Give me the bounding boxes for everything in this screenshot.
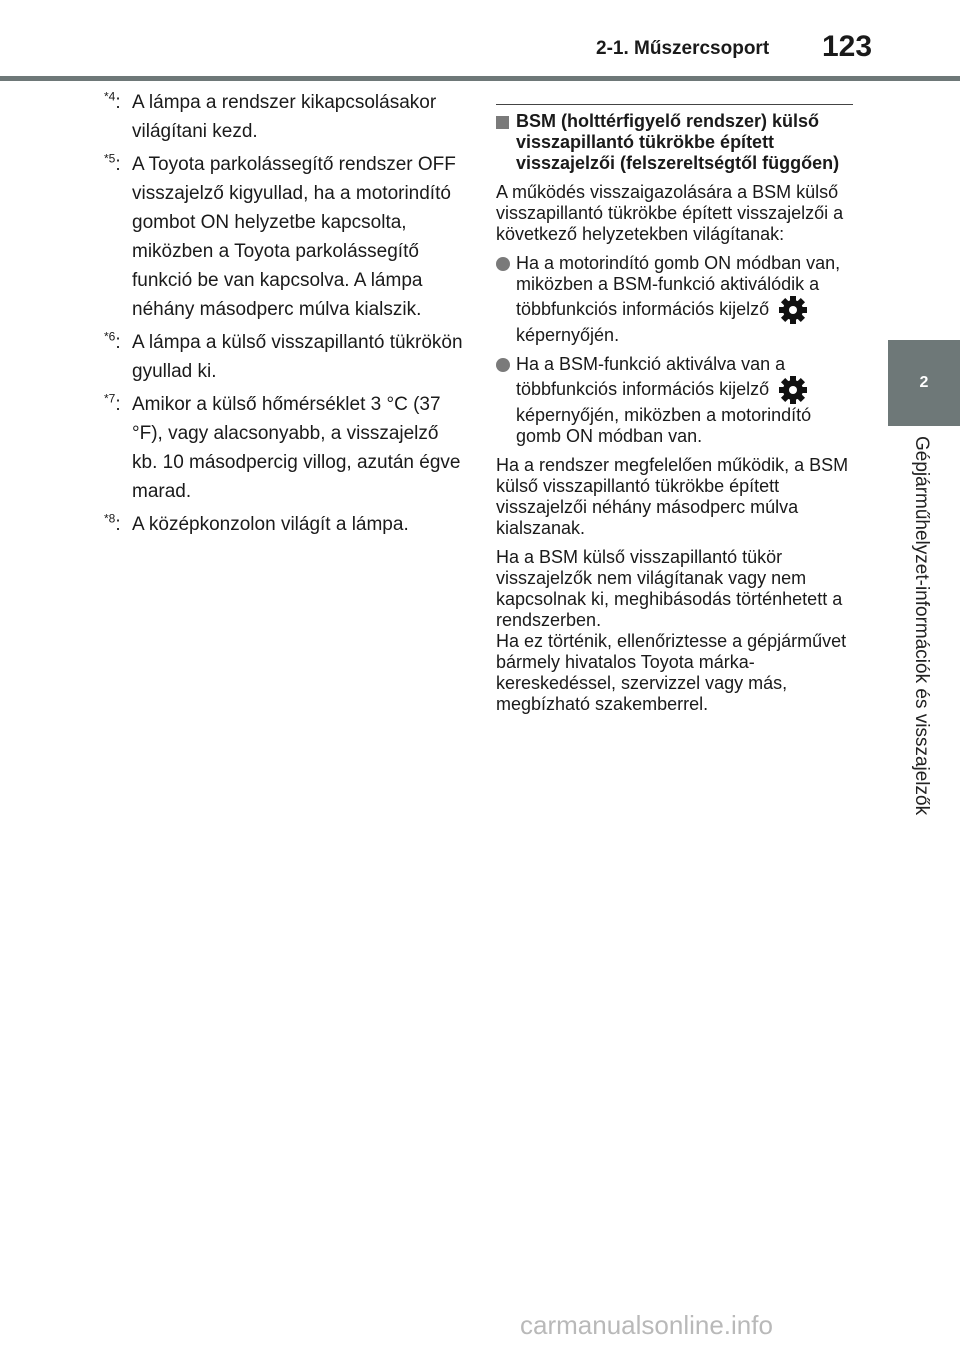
footnote-8 (104, 510, 464, 539)
footnote-text: A lámpa a rendszer kikapcsolásakor világítani kezd. (132, 92, 437, 142)
square-bullet-icon (496, 116, 509, 129)
intro-paragraph: A működés visszaigazolására a BSM külső visszapillantó tükrökbe épített visszajelzői a következő helyzetekben világítanak: (496, 182, 844, 244)
footnote-6 (104, 328, 464, 386)
bullet-text-after: képernyőjén. (516, 325, 620, 345)
bullet-text-after: képernyőjén, miközben a motorindító gomb ON módban van. (516, 405, 812, 446)
gear-icon (778, 295, 808, 325)
section-heading-text: BSM (holttérfigyelő rendszer) külső visszapillantó tükrökbe épített visszajelzői (felszereltségtől függően) (516, 111, 840, 173)
header-rule (0, 76, 960, 81)
footnote-text: Amikor a külső hőmérséklet 3 °C (37 °F), vagy alacsonyabb, a visszajelző kb. 10 másodpercig villog, azután égve marad. (132, 394, 461, 502)
footnote-text: A lámpa a külső visszapillantó tükrökön gyullad ki. (132, 332, 463, 382)
running-header-title: 2-1. Műszercsoport (596, 38, 770, 59)
footnote-mark: $^{*4}$: (104, 89, 121, 113)
gear-icon (778, 375, 808, 405)
paragraph-3b: Ha ez történik, ellenőriztesse a gépjárművet bármely hivatalos Toyota márkakereskedéssel, szervizzel vagy más, megbízható szakemberrel. (496, 631, 847, 714)
footnote-mark: $^{*5}$: (104, 151, 121, 175)
bsm-section (496, 104, 853, 715)
footnote-4 (104, 88, 464, 146)
paragraph-2: Ha a rendszer megfelelően működik, a BSM külső visszapillantó tükrökbe épített visszajelzői néhány másodperc múlva kialszanak. (496, 455, 849, 538)
footnote-mark: $^{*7}$: (104, 391, 121, 415)
footnote-mark-text: *7 (104, 391, 116, 406)
chapter-tab-label: Gépjárműhelyzet-információk és visszajelzők (911, 436, 932, 816)
footnote-text: A Toyota parkolássegítő rendszer OFF visszajelző kigyullad, ha a motorindító gombot ON helyzetbe kapcsolta, miközben a Toyota parkolássegítő funkció be van kapcsolva. A lámpa néhány másodperc múlva kialszik. (132, 154, 456, 320)
section-heading (496, 111, 853, 174)
footnote-mark-text: *8 (104, 511, 116, 526)
circle-bullet-icon (496, 257, 510, 271)
bullet-text-before: Ha a motorindító gomb ON módban van, miközben a BSM-funkció aktiválódik a többfunkciós információs kijelző (516, 253, 841, 319)
bullet-text-before: Ha a BSM-funkció aktiválva van a többfunkciós információs kijelző (516, 354, 786, 399)
page-number: 123 (822, 30, 873, 63)
footnote-5 (104, 150, 464, 324)
paragraph-3 (496, 547, 853, 715)
circle-bullet-icon (496, 358, 510, 372)
footnote-7 (104, 390, 464, 506)
bullet-item-2 (496, 354, 853, 447)
section-rule (496, 104, 853, 105)
footnote-text: A középkonzolon világít a lámpa. (132, 514, 409, 535)
footnote-mark: $^{*6}$: (104, 329, 121, 353)
footnote-column (104, 88, 464, 543)
watermark: carmanualsonline.info (520, 1310, 773, 1340)
footnote-mark-text: *4 (104, 89, 116, 104)
footnote-mark-text: *6 (104, 329, 116, 344)
bullet-item-1 (496, 253, 853, 346)
paragraph-3a: Ha a BSM külső visszapillantó tükör visszajelzők nem világítanak vagy nem kapcsolnak ki, meghibásodás történhetett a rendszerben. (496, 547, 843, 630)
chapter-tab-upper (888, 81, 960, 340)
footnote-mark-text: *5 (104, 151, 116, 166)
chapter-tab-number: 2 (888, 340, 960, 426)
footnote-mark: $^{*8}$: (104, 511, 121, 535)
